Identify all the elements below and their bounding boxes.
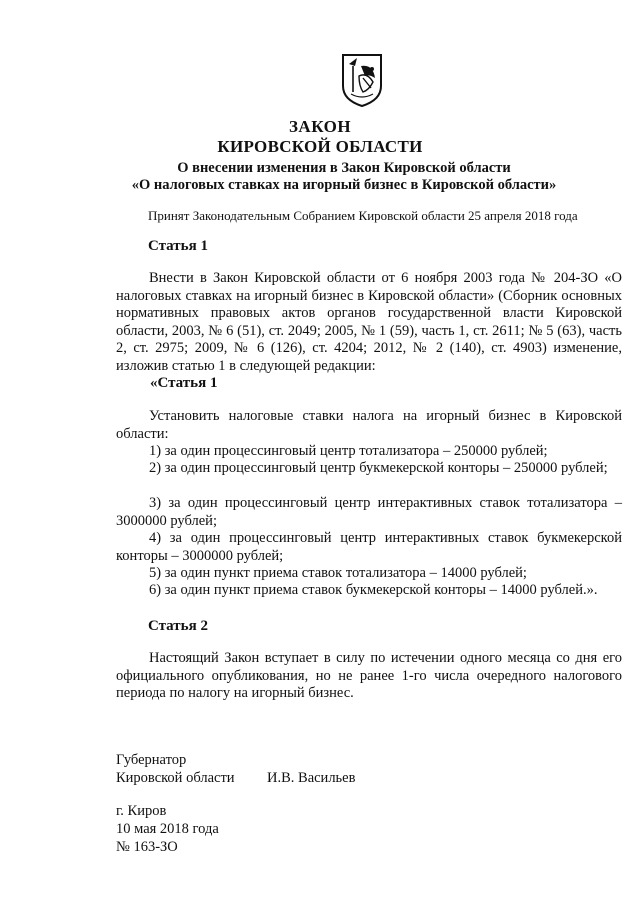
signatory-region: Кировской области [116, 770, 235, 786]
law-title: ЗАКОН [288, 117, 352, 136]
article1-heading: Статья 1 [148, 238, 208, 254]
list-item: 4) за один процессинговый центр интерактивных ставок букмекерской конторы – 3000000 рублей; [116, 530, 622, 564]
issue-city: г. Киров [116, 803, 167, 819]
issue-date: 10 мая 2018 года [116, 821, 219, 837]
article2-heading: Статья 2 [148, 618, 208, 634]
law-subtitle-line2: «О налоговых ставках на игорный бизнес в Кировской области» [131, 177, 557, 193]
quoted-article-heading: «Статья 1 [150, 375, 218, 391]
signatory-position: Губернатор [116, 752, 187, 768]
law-subtitle-line1: О внесении изменения в Закон Кировской области [177, 160, 511, 176]
list-item: 6) за один пункт приема ставок букмекерской конторы – 14000 рублей.». [149, 582, 598, 598]
list-item: 1) за один процессинговый центр тотализатора – 250000 рублей; [149, 443, 548, 459]
signatory-name: И.В. Васильев [267, 770, 356, 786]
adoption-note: Принят Законодательным Собранием Кировской области 25 апреля 2018 года [148, 208, 578, 223]
law-number: № 163-ЗО [116, 839, 178, 855]
list-item: 2) за один процессинговый центр букмекерской конторы – 250000 рублей; [149, 460, 608, 476]
article1-intro: Установить налоговые ставки налога на игорный бизнес в Кировской области: [116, 408, 622, 442]
list-item: 3) за один процессинговый центр интерактивных ставок тотализатора – 3000000 рублей; [116, 495, 622, 529]
list-item: 5) за один пункт приема ставок тотализатора – 14000 рублей; [149, 565, 527, 581]
region-title: КИРОВСКОЙ ОБЛАСТИ [217, 137, 423, 156]
article2-text: Настоящий Закон вступает в силу по истечении одного месяца со дня его официального опубликования, но не ранее 1-го числа очередного налогового периода по налогу на игорный бизнес. [116, 650, 622, 701]
article1-text: Внести в Закон Кировской области от 6 ноября 2003 года № 204-ЗО «О налоговых ставках на игорный бизнес в Кировской области» (Сборник основных нормативных правовых актов органов государственной власти Кировской области, 2003, № 6 (51), ст. 2049; 2005, № 1 (59), часть 1, ст. 2611; № 5 (63), часть 2, ст. 2975; 2009, № 6 (126), ст. 4204; 2012, № 2 (140), ст. 4903) изменение, изложив статью 1 в следующей редакции: [116, 270, 622, 374]
kirov-coat-of-arms-icon [339, 52, 385, 108]
